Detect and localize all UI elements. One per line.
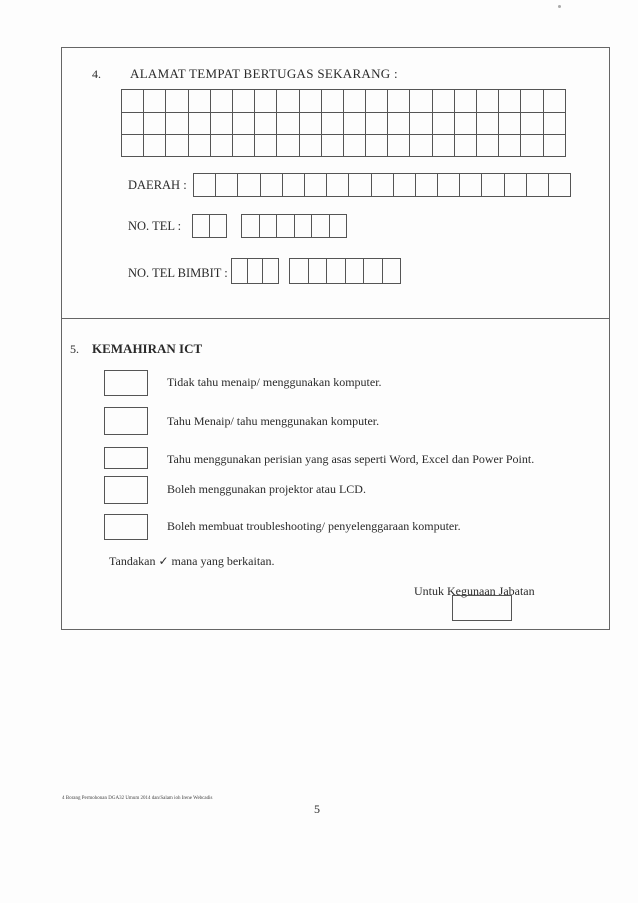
char-box[interactable] (237, 173, 260, 197)
char-box[interactable] (476, 112, 499, 135)
char-box[interactable] (387, 112, 410, 135)
ict-option-2-label: Tahu Menaip/ tahu menggunakan komputer. (167, 414, 380, 428)
char-box[interactable] (311, 214, 330, 238)
char-box[interactable] (459, 173, 482, 197)
char-box[interactable] (345, 258, 365, 284)
char-box[interactable] (548, 173, 571, 197)
char-box[interactable] (348, 173, 371, 197)
char-box[interactable] (254, 89, 277, 113)
char-box[interactable] (165, 112, 188, 135)
char-box[interactable] (432, 112, 455, 135)
char-box[interactable] (329, 214, 348, 238)
char-box[interactable] (294, 214, 313, 238)
char-box[interactable] (343, 134, 366, 157)
char-box[interactable] (343, 112, 366, 135)
char-box[interactable] (326, 173, 349, 197)
char-box[interactable] (276, 112, 299, 135)
char-box[interactable] (365, 112, 388, 135)
section4-title: ALAMAT TEMPAT BERTUGAS SEKARANG : (130, 66, 398, 81)
char-box[interactable] (289, 258, 309, 284)
char-box[interactable] (393, 173, 416, 197)
char-box[interactable] (192, 214, 210, 238)
char-box[interactable] (454, 89, 477, 113)
char-box[interactable] (409, 134, 432, 157)
char-box[interactable] (299, 89, 322, 113)
ict-option-4-label: Boleh menggunakan projektor atau LCD. (167, 482, 366, 496)
ict-option-5-checkbox[interactable] (104, 514, 148, 540)
char-box[interactable] (232, 89, 255, 113)
address-grid-row-1[interactable] (121, 89, 566, 113)
char-box[interactable] (409, 89, 432, 113)
bimbit-label: NO. TEL BIMBIT : (128, 266, 228, 280)
char-box[interactable] (476, 134, 499, 157)
char-box[interactable] (432, 89, 455, 113)
char-box[interactable] (232, 112, 255, 135)
char-box[interactable] (210, 112, 233, 135)
char-box[interactable] (247, 258, 264, 284)
char-box[interactable] (371, 173, 394, 197)
office-use-label: Untuk Kegunaan Jabatan (414, 584, 535, 598)
char-box[interactable] (304, 173, 327, 197)
char-box[interactable] (520, 89, 543, 113)
ict-option-4-checkbox[interactable] (104, 476, 148, 504)
char-box[interactable] (210, 89, 233, 113)
ict-option-5-label: Boleh membuat troubleshooting/ penyelenggaraan komputer. (167, 519, 461, 533)
instruction-text: Tandakan ✓ mana yang berkaitan. (109, 554, 275, 568)
char-box[interactable] (387, 89, 410, 113)
ict-option-3-label: Tahu menggunakan perisian yang asas seperti Word, Excel dan Power Point. (167, 452, 535, 466)
tel-area-code-grid[interactable] (192, 214, 227, 238)
char-box[interactable] (409, 112, 432, 135)
char-box[interactable] (276, 214, 295, 238)
char-box[interactable] (343, 89, 366, 113)
section4-number: 4. (92, 67, 101, 81)
address-grid-row-2[interactable] (121, 112, 566, 135)
char-box[interactable] (299, 134, 322, 157)
char-box[interactable] (432, 134, 455, 157)
ict-option-2-checkbox[interactable] (104, 407, 148, 435)
char-box[interactable] (481, 173, 504, 197)
section5-title: KEMAHIRAN ICT (92, 341, 203, 356)
char-box[interactable] (231, 258, 248, 284)
char-box[interactable] (454, 134, 477, 157)
char-box[interactable] (254, 112, 277, 135)
page-number: 5 (314, 802, 320, 816)
char-box[interactable] (193, 173, 216, 197)
char-box[interactable] (143, 89, 166, 113)
char-box[interactable] (387, 134, 410, 157)
char-box[interactable] (326, 258, 346, 284)
scan-speck (558, 5, 561, 8)
char-box[interactable] (254, 134, 277, 157)
char-box[interactable] (454, 112, 477, 135)
char-box[interactable] (262, 258, 279, 284)
char-box[interactable] (526, 173, 549, 197)
ict-option-1-label: Tidak tahu menaip/ menggunakan komputer. (167, 375, 382, 389)
char-box[interactable] (210, 134, 233, 157)
bimbit-number-grid[interactable] (289, 258, 401, 284)
address-grid-row-3[interactable] (121, 134, 566, 157)
char-box[interactable] (498, 134, 521, 157)
char-box[interactable] (276, 89, 299, 113)
char-box[interactable] (259, 214, 278, 238)
char-box[interactable] (165, 134, 188, 157)
char-box[interactable] (215, 173, 238, 197)
char-box[interactable] (299, 112, 322, 135)
section-divider (61, 318, 610, 319)
char-box[interactable] (321, 134, 344, 157)
char-box[interactable] (260, 173, 283, 197)
char-box[interactable] (308, 258, 328, 284)
section5-number: 5. (70, 342, 79, 356)
char-box[interactable] (543, 89, 566, 113)
char-box[interactable] (165, 89, 188, 113)
bimbit-prefix-grid[interactable] (231, 258, 279, 284)
tel-label: NO. TEL : (128, 219, 182, 233)
char-box[interactable] (241, 214, 260, 238)
daerah-label: DAERAH : (128, 178, 187, 192)
char-box[interactable] (476, 89, 499, 113)
char-box[interactable] (543, 112, 566, 135)
char-box[interactable] (504, 173, 527, 197)
char-box[interactable] (520, 134, 543, 157)
char-box[interactable] (209, 214, 227, 238)
daerah-grid[interactable] (193, 173, 571, 197)
ict-option-1-checkbox[interactable] (104, 370, 148, 396)
tel-number-grid[interactable] (241, 214, 347, 238)
char-box[interactable] (143, 112, 166, 135)
char-box[interactable] (232, 134, 255, 157)
char-box[interactable] (363, 258, 383, 284)
char-box[interactable] (282, 173, 305, 197)
char-box[interactable] (276, 134, 299, 157)
char-box[interactable] (498, 89, 521, 113)
char-box[interactable] (365, 134, 388, 157)
char-box[interactable] (321, 112, 344, 135)
office-use-box[interactable] (452, 595, 512, 621)
char-box[interactable] (437, 173, 460, 197)
char-box[interactable] (188, 112, 211, 135)
char-box[interactable] (382, 258, 402, 284)
char-box[interactable] (321, 89, 344, 113)
char-box[interactable] (188, 89, 211, 113)
char-box[interactable] (143, 134, 166, 157)
char-box[interactable] (188, 134, 211, 157)
char-box[interactable] (415, 173, 438, 197)
char-box[interactable] (498, 112, 521, 135)
char-box[interactable] (121, 112, 144, 135)
char-box[interactable] (121, 134, 144, 157)
footer-note: 4 Borang Permohonan DGA32 Umum 2014 dan/Salam ioh Irene Webcadis (62, 796, 213, 801)
char-box[interactable] (543, 134, 566, 157)
char-box[interactable] (520, 112, 543, 135)
char-box[interactable] (121, 89, 144, 113)
char-box[interactable] (365, 89, 388, 113)
ict-option-3-checkbox[interactable] (104, 447, 148, 469)
